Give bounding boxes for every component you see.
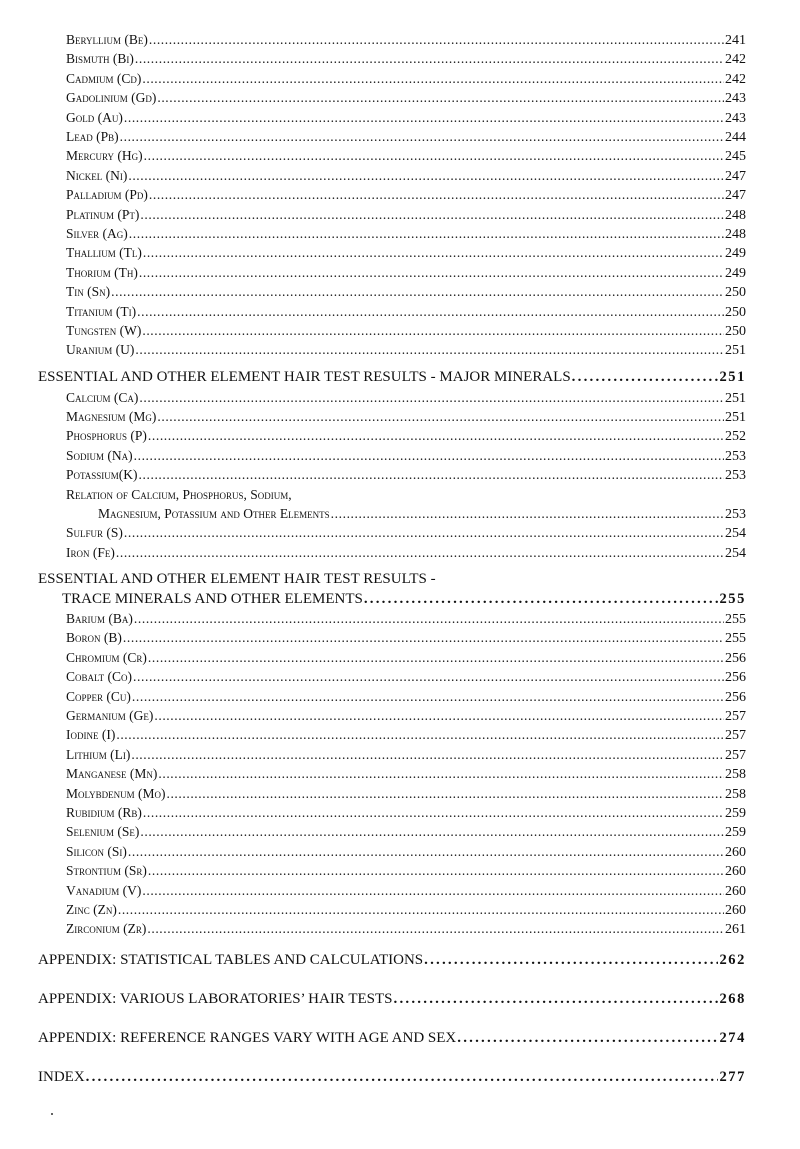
dot-leader [149, 185, 724, 204]
toc-entry-label: Silicon (Si) [66, 843, 127, 859]
toc-entry-silver[interactable] [66, 224, 746, 243]
toc-entry-page: 253 [725, 448, 746, 464]
toc-entry-page: 252 [725, 429, 746, 445]
toc-entry-label: Thorium (Th) [66, 264, 138, 280]
toc-entry-relation-line2[interactable] [98, 504, 746, 523]
toc-entry-label: Gold (Au) [66, 109, 123, 125]
toc-entry-page: 247 [725, 188, 746, 204]
toc-entry-uranium[interactable] [66, 340, 746, 359]
dot-leader [135, 49, 724, 68]
toc-entry-page: 257 [725, 709, 746, 724]
toc-entry-mercury[interactable] [66, 146, 746, 165]
toc-entry-label: Calcium (Ca) [66, 389, 139, 405]
toc-heading-page: 268 [719, 991, 746, 1007]
toc-entry-label: Relation of Calcium, Phosphorus, Sodium, [66, 486, 292, 502]
toc-entry-label: Magnesium (Mg) [66, 408, 157, 424]
toc-entry-page: 244 [725, 130, 746, 145]
toc-entry-label: Iron (Fe) [66, 544, 115, 560]
dot-leader [137, 302, 724, 321]
dot-leader [128, 842, 724, 861]
toc-entry-palladium[interactable] [66, 185, 746, 204]
toc-entry-page: 243 [725, 91, 746, 107]
toc-entry-page: 247 [725, 168, 746, 184]
dot-leader [142, 881, 724, 900]
toc-entry-copper[interactable] [66, 687, 746, 706]
dot-leader [131, 745, 724, 764]
stray-mark [51, 1113, 53, 1115]
toc-entry-label: Rubidium (Rb) [66, 805, 142, 820]
dot-leader [123, 628, 724, 647]
dot-leader [134, 609, 724, 628]
toc-entry-iron[interactable] [66, 543, 746, 562]
toc-heading-trace-minerals-line1[interactable] [38, 570, 746, 589]
toc-entry-page: 260 [725, 883, 746, 899]
dot-leader [147, 919, 724, 938]
toc-entry-label: Molybdenum (Mo) [66, 785, 166, 801]
dot-leader [148, 861, 724, 880]
toc-entry-label: Platinum (Pt) [66, 206, 140, 222]
toc-entry-page: 251 [725, 343, 746, 359]
toc-entry-germanium[interactable] [66, 706, 746, 725]
toc-heading-label: APPENDIX: VARIOUS LABORATORIES’ HAIR TESTS [38, 991, 393, 1007]
toc-entry-page: 250 [725, 285, 746, 301]
toc-entry-page: 243 [725, 110, 746, 126]
toc-entry-label: Zirconium (Zr) [66, 921, 147, 937]
toc-entry-potassium[interactable] [66, 465, 746, 484]
dot-leader [142, 69, 724, 88]
toc-entry-label: Tin (Sn) [66, 284, 111, 300]
toc-entry-label: Uranium (U) [66, 342, 135, 358]
dot-leader [133, 667, 724, 686]
toc-entry-strontium[interactable] [66, 861, 746, 880]
dot-leader [132, 687, 724, 706]
toc-entry-selenium[interactable] [66, 822, 746, 841]
toc-entry-page: 253 [725, 468, 746, 484]
dot-leader [364, 590, 719, 609]
toc-entry-page: 242 [725, 71, 746, 87]
toc-entry-page: 256 [725, 650, 746, 666]
toc-entry-page: 251 [725, 409, 746, 425]
toc-entry-label: Germanium (Ge) [66, 708, 154, 723]
dot-leader [331, 504, 724, 523]
dot-leader [120, 127, 724, 146]
toc-entry-iodine[interactable] [66, 725, 746, 744]
dot-leader [118, 900, 724, 919]
toc-appendix-statistical-tables[interactable] [38, 951, 746, 970]
toc-entry-label: Thallium (Tl) [66, 245, 142, 261]
toc-entry-label: Zinc (Zn) [66, 902, 117, 917]
toc-entry-label: Mercury (Hg) [66, 148, 143, 164]
toc-entry-page: 257 [725, 728, 746, 744]
toc-index[interactable] [38, 1068, 746, 1087]
dot-leader [143, 803, 724, 822]
toc-entry-page: 255 [725, 612, 746, 627]
dot-leader [142, 321, 724, 340]
toc-entry-label: Strontium (Sr) [66, 863, 147, 879]
toc-entry-barium[interactable] [66, 609, 746, 628]
toc-entry-page: 258 [725, 767, 746, 783]
toc-entry-label: Cadmium (Cd) [66, 70, 142, 86]
toc-entry-label: Beryllium (Be) [66, 32, 148, 47]
toc-entry-sulfur[interactable] [66, 523, 746, 542]
toc-appendix-reference-ranges[interactable] [38, 1029, 746, 1048]
toc-entry-label: Vanadium (V) [66, 882, 142, 898]
toc-entry-label: Sodium (Na) [66, 447, 133, 463]
toc-entry-page: 242 [725, 52, 746, 68]
dot-leader [572, 368, 719, 387]
dot-leader [124, 108, 724, 127]
toc-entry-label: Gadolinium (Gd) [66, 90, 157, 106]
dot-leader [129, 224, 724, 243]
toc-entry-zinc[interactable] [66, 900, 746, 919]
dot-leader [154, 706, 724, 725]
dot-leader [158, 764, 724, 783]
toc-entry-label: Magnesium, Potassium and Other Elements [98, 505, 330, 521]
toc-entry-thallium[interactable] [66, 243, 746, 262]
toc-entry-page: 259 [725, 825, 746, 841]
toc-entry-page: 257 [725, 747, 746, 763]
toc-entry-platinum[interactable] [66, 205, 746, 224]
toc-entry-page: 254 [725, 545, 746, 561]
toc-heading-label: TRACE MINERALS AND OTHER ELEMENTS [62, 590, 363, 607]
toc-entry-label: Nickel (Ni) [66, 167, 128, 183]
toc-heading-page: 255 [719, 590, 746, 607]
toc-entry-gadolinium[interactable] [66, 88, 746, 107]
toc-entry-label: Sulfur (S) [66, 525, 123, 541]
dot-leader [135, 340, 724, 359]
dot-leader [140, 205, 724, 224]
toc-entry-cadmium[interactable] [66, 69, 746, 88]
toc-entry-label: Cobalt (Co) [66, 669, 133, 685]
toc-entry-page: 258 [725, 786, 746, 802]
toc-entry-page: 260 [725, 864, 746, 880]
toc-entry-manganese[interactable] [66, 764, 746, 783]
toc-entry-label: Silver (Ag) [66, 226, 128, 241]
toc-entry-page: 249 [725, 265, 746, 281]
toc-entry-page: 260 [725, 903, 746, 918]
toc-entry-page: 260 [725, 844, 746, 860]
toc-appendix-laboratories[interactable] [38, 990, 746, 1009]
dot-leader [166, 784, 724, 803]
toc-entry-molybdenum[interactable] [66, 784, 746, 803]
toc-entry-bismuth[interactable] [66, 49, 746, 68]
toc-entry-label: Iodine (I) [66, 727, 116, 743]
toc-entry-boron[interactable] [66, 628, 746, 647]
toc-entry-silicon[interactable] [66, 842, 746, 861]
toc-entry-beryllium[interactable] [66, 30, 746, 49]
dot-leader [140, 822, 724, 841]
toc-entry-gold[interactable] [66, 108, 746, 127]
toc-entry-label: Chromium (Cr) [66, 649, 147, 665]
dot-leader [134, 446, 724, 465]
toc-entry-label: Palladium (Pd) [66, 187, 148, 203]
toc-entry-tin[interactable] [66, 282, 746, 301]
toc-entry-lead[interactable] [66, 127, 746, 146]
toc-entry-page: 259 [725, 806, 746, 821]
toc-entry-thorium[interactable] [66, 263, 746, 282]
toc-heading-label: APPENDIX: STATISTICAL TABLES AND CALCULATIONS [38, 952, 424, 968]
toc-heading-label: ESSENTIAL AND OTHER ELEMENT HAIR TEST RESULTS - [38, 571, 436, 587]
toc-entry-label: Titanium (Ti) [66, 303, 137, 319]
dot-leader [139, 465, 724, 484]
toc-entry-page: 248 [725, 207, 746, 223]
dot-leader [139, 388, 724, 407]
dot-leader [143, 243, 724, 262]
toc-entry-nickel[interactable] [66, 166, 746, 185]
toc-entry-label: Copper (Cu) [66, 688, 131, 704]
dot-leader [148, 426, 724, 445]
dot-leader [394, 990, 719, 1009]
toc-entry-page: 241 [725, 33, 746, 48]
toc-entry-page: 261 [725, 922, 746, 938]
toc-entry-lithium[interactable] [66, 745, 746, 764]
dot-leader [124, 523, 724, 542]
toc-entry-page: 248 [725, 227, 746, 242]
toc-entry-relation-line1[interactable] [66, 485, 746, 504]
toc-entry-chromium[interactable] [66, 648, 746, 667]
toc-entry-page: 250 [725, 304, 746, 320]
toc-entry-label: Phosphorus (P) [66, 428, 147, 444]
dot-leader [128, 166, 724, 185]
dot-leader [424, 951, 718, 970]
toc-entry-page: 253 [725, 506, 746, 522]
toc-entry-zirconium[interactable] [66, 919, 746, 938]
toc-entry-page: 256 [725, 689, 746, 705]
toc-entry-page: 254 [725, 526, 746, 542]
toc-entry-label: Potassium(K) [66, 467, 138, 483]
toc-entry-sodium[interactable] [66, 446, 746, 465]
dot-leader [86, 1068, 719, 1087]
toc-entry-rubidium[interactable] [66, 803, 746, 822]
toc-entry-label: Lead (Pb) [66, 129, 119, 144]
dot-leader [116, 543, 724, 562]
toc-heading-trace-minerals-line2[interactable] [62, 590, 746, 609]
toc-entry-tungsten[interactable] [66, 321, 746, 340]
toc-entry-calcium[interactable] [66, 388, 746, 407]
toc-heading-page: 274 [719, 1030, 746, 1046]
dot-leader [457, 1029, 718, 1048]
toc-heading-page: 277 [719, 1069, 746, 1085]
toc-entry-label: Boron (B) [66, 630, 122, 646]
toc-entry-vanadium[interactable] [66, 881, 746, 900]
toc-entry-label: Manganese (Mn) [66, 766, 158, 782]
dot-leader [157, 407, 724, 426]
toc-entry-magnesium[interactable] [66, 407, 746, 426]
toc-entry-page: 256 [725, 670, 746, 686]
toc-entry-page: 250 [725, 324, 746, 339]
toc-entry-label: Lithium (Li) [66, 746, 131, 762]
dot-leader [111, 282, 724, 301]
toc-entry-label: Selenium (Se) [66, 824, 140, 840]
toc-heading-label: ESSENTIAL AND OTHER ELEMENT HAIR TEST RESULTS - MAJOR MINERALS [38, 369, 571, 385]
dot-leader [139, 263, 724, 282]
toc-entry-page: 249 [725, 246, 746, 262]
toc-entry-label: Tungsten (W) [66, 323, 142, 338]
toc-heading-page: 251 [719, 369, 746, 385]
toc-heading-major-minerals[interactable] [38, 368, 746, 387]
toc-entry-page: 245 [725, 149, 746, 165]
toc-heading-page: 262 [719, 952, 746, 968]
toc-entry-label: Bismuth (Bi) [66, 51, 134, 67]
dot-leader [144, 146, 724, 165]
dot-leader [148, 648, 724, 667]
toc-entry-page: 251 [725, 390, 746, 406]
toc-entry-label: Barium (Ba) [66, 611, 133, 626]
dot-leader [157, 88, 724, 107]
dot-leader [149, 30, 724, 49]
toc-heading-label: INDEX [38, 1069, 85, 1085]
toc-entry-cobalt[interactable] [66, 667, 746, 686]
dot-leader [116, 725, 724, 744]
toc-entry-phosphorus[interactable] [66, 426, 746, 445]
toc-entry-page: 255 [725, 631, 746, 647]
toc-heading-label: APPENDIX: REFERENCE RANGES VARY WITH AGE AND SEX [38, 1030, 457, 1046]
toc-entry-titanium[interactable] [66, 302, 746, 321]
